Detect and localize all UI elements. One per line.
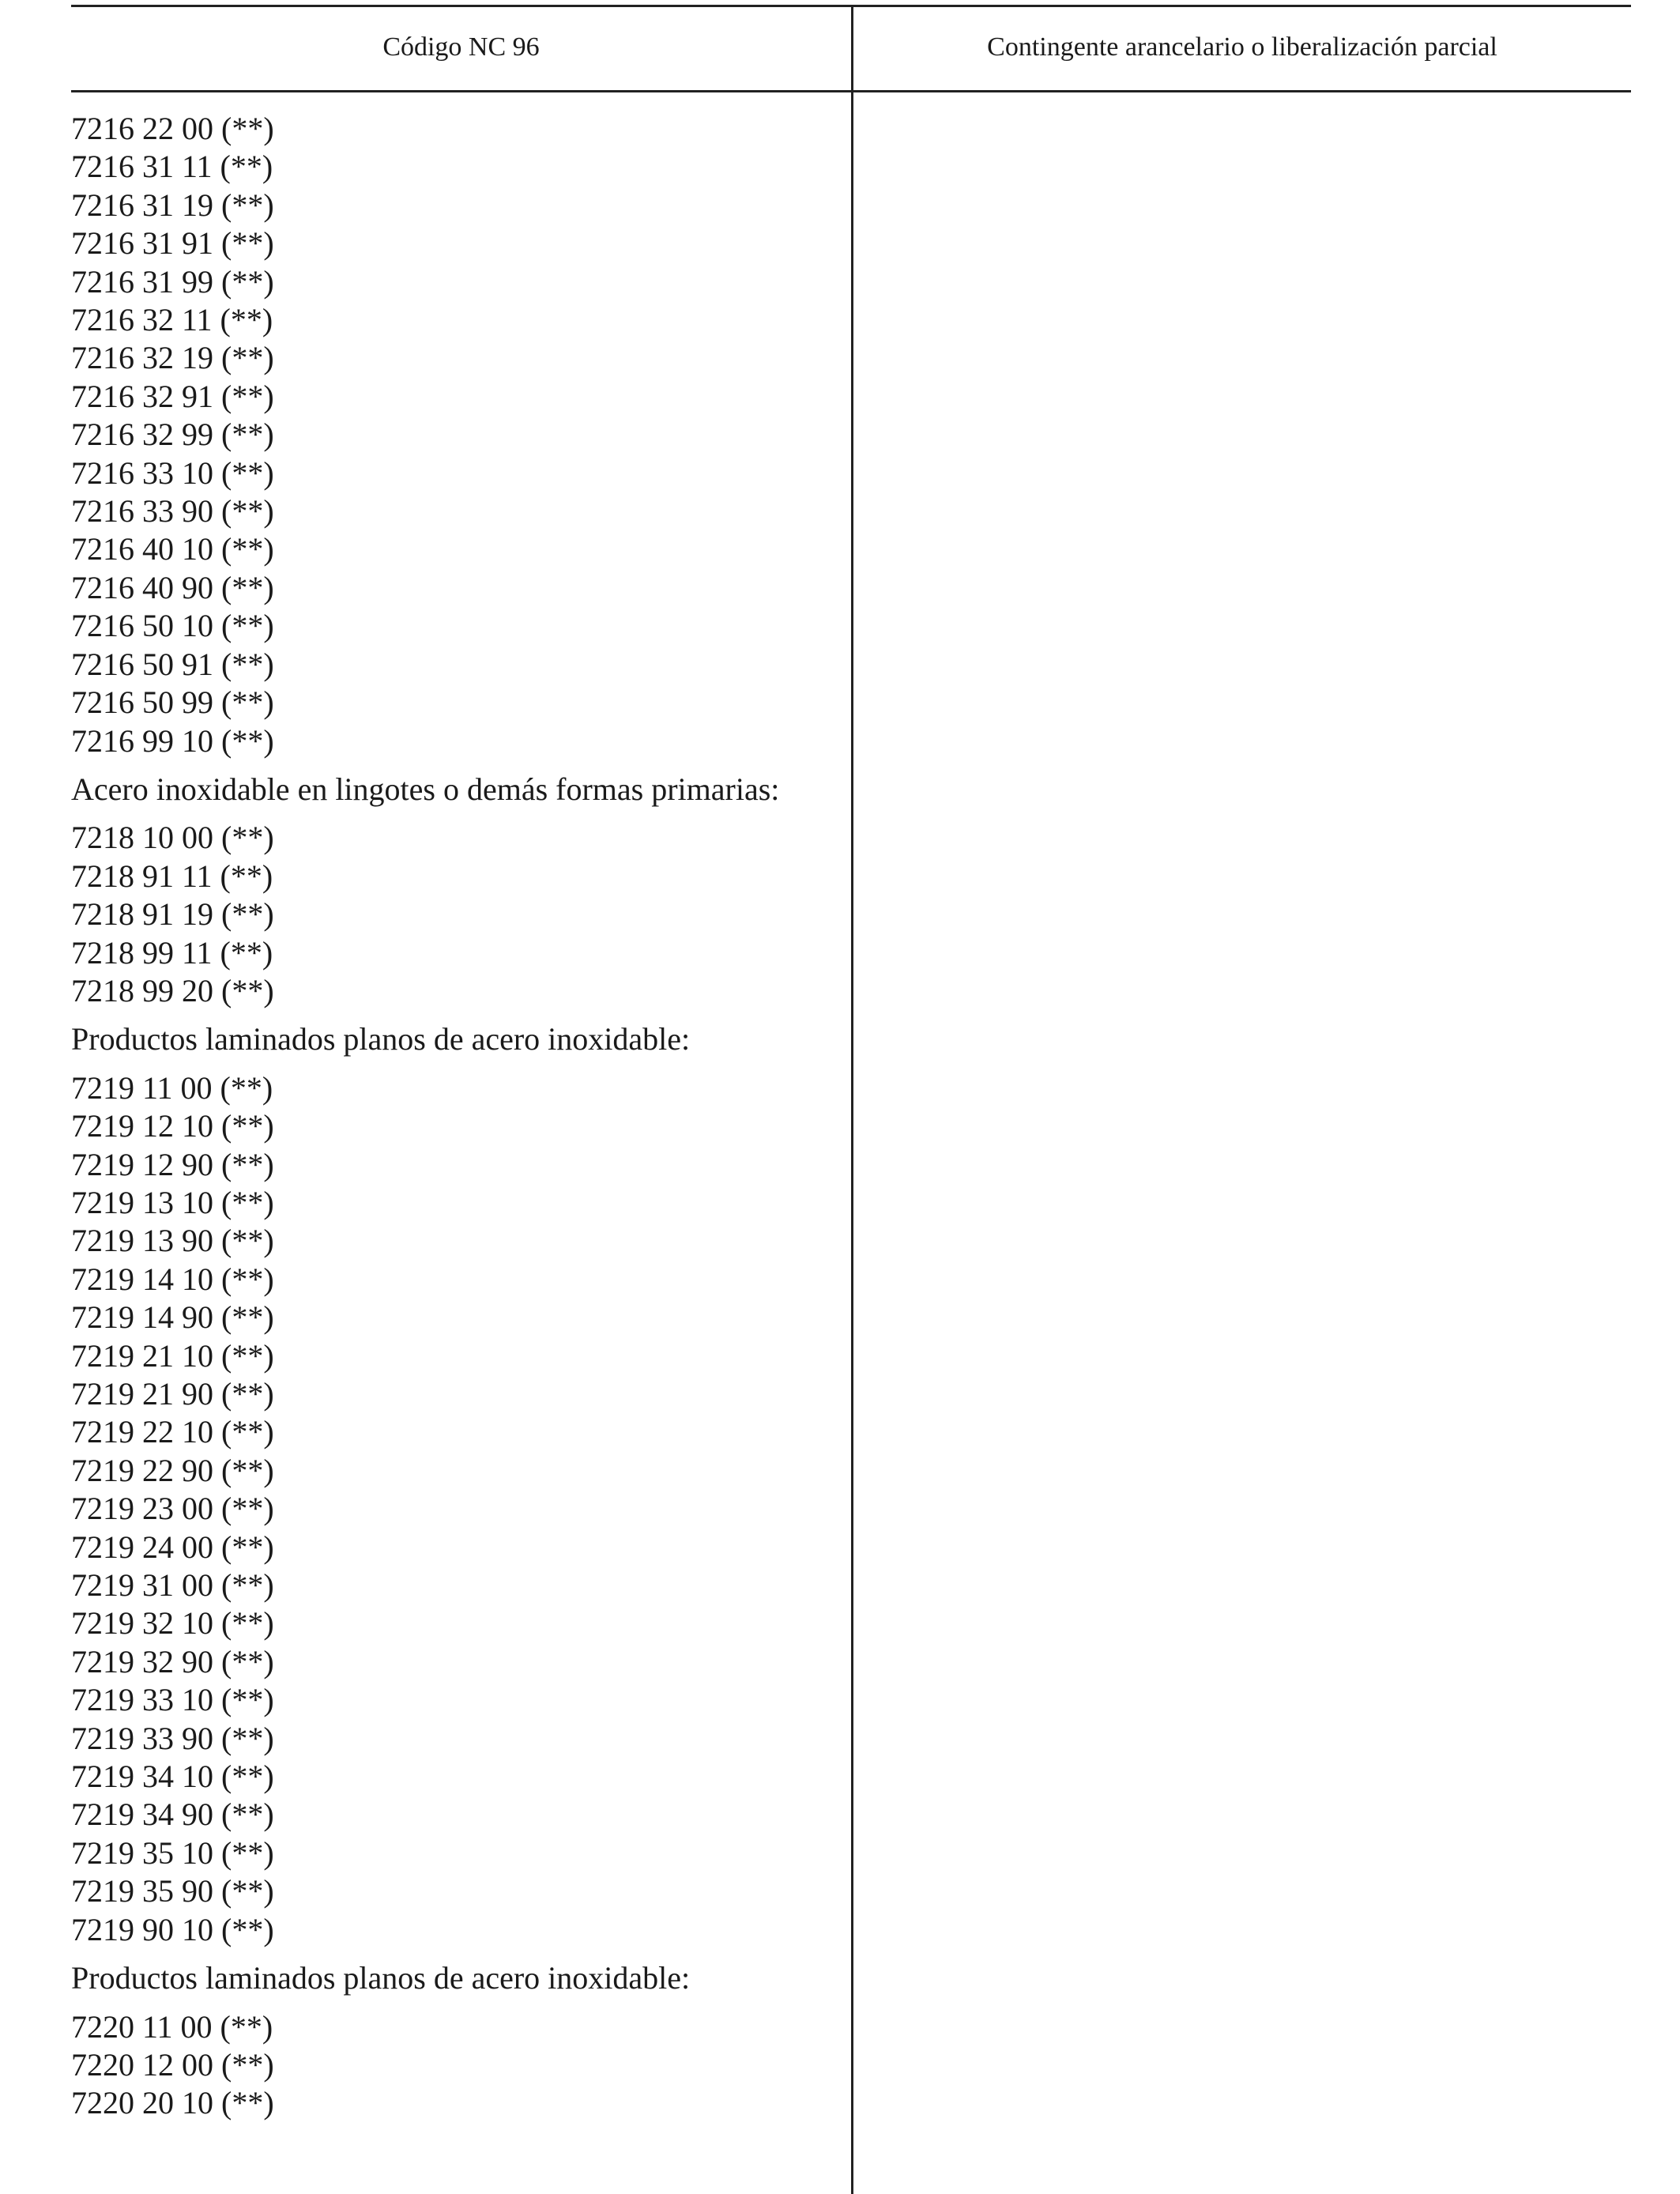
section-heading: Acero inoxidable en lingotes o demás formas primarias: [71,771,780,807]
nc-code-row: 7218 91 19 (**) [71,896,274,933]
nc-code-row: 7219 32 10 (**) [71,1605,274,1642]
nc-code-row: 7219 21 10 (**) [71,1337,274,1374]
nc-code-row: 7219 34 10 (**) [71,1759,274,1795]
nc-code-row: 7216 31 19 (**) [71,187,274,223]
nc-code-row: 7216 50 99 (**) [71,684,274,721]
nc-code-row: 7219 14 10 (**) [71,1261,274,1297]
nc-code-row: 7219 12 10 (**) [71,1108,274,1144]
nc-code-row: 7219 35 10 (**) [71,1834,274,1871]
nc-code-row: 7216 32 99 (**) [71,417,274,453]
section-heading: Productos laminados planos de acero inoxidable: [71,1960,691,1996]
nc-code-row: 7216 31 99 (**) [71,263,274,300]
nc-code-row: 7216 33 10 (**) [71,454,274,491]
nc-code-row: 7219 24 00 (**) [71,1529,274,1565]
nc-code-row: 7219 23 00 (**) [71,1491,274,1527]
nc-code-row: 7216 32 91 (**) [71,378,274,414]
nc-code-row: 7219 11 00 (**) [71,1069,273,1106]
nc-code-row: 7219 33 90 (**) [71,1720,274,1756]
nc-code-row: 7219 13 10 (**) [71,1184,274,1220]
nc-code-row: 7216 31 11 (**) [71,149,273,185]
nc-code-row: 7216 40 90 (**) [71,569,274,605]
section-heading: Productos laminados planos de acero inoxidable: [71,1021,691,1057]
nc-code-row: 7216 40 10 (**) [71,531,274,567]
nc-code-row: 7219 34 90 (**) [71,1796,274,1833]
nc-code-row: 7219 22 10 (**) [71,1414,274,1450]
nc-code-row: 7218 91 11 (**) [71,858,273,894]
nc-code-row: 7219 22 90 (**) [71,1452,274,1488]
nc-code-row: 7220 20 10 (**) [71,2085,274,2121]
nc-code-row: 7218 10 00 (**) [71,820,274,856]
nc-code-row: 7219 13 90 (**) [71,1223,274,1259]
nc-code-row: 7219 32 90 (**) [71,1643,274,1679]
nc-code-row: 7218 99 20 (**) [71,972,274,1008]
nc-code-row: 7220 12 00 (**) [71,2046,274,2083]
nc-code-row: 7219 90 10 (**) [71,1911,274,1947]
nc-code-row: 7219 21 90 (**) [71,1376,274,1412]
nc-code-row: 7216 32 11 (**) [71,302,273,338]
nc-code-row: 7218 99 11 (**) [71,934,273,971]
nc-code-row: 7216 50 91 (**) [71,646,274,682]
code-list [71,110,846,2123]
nc-code-row: 7219 12 90 (**) [71,1146,274,1182]
nc-code-row: 7216 33 90 (**) [71,493,274,530]
nc-code-row: 7216 32 19 (**) [71,340,274,376]
nc-code-row: 7216 31 91 (**) [71,225,274,262]
nc-code-row: 7220 11 00 (**) [71,2008,273,2045]
nc-code-row: 7219 14 90 (**) [71,1299,274,1336]
header-quota-column: Contingente arancelario o liberalización parcial [987,32,1497,62]
nc-code-row: 7219 31 00 (**) [71,1567,274,1604]
column-divider [851,5,853,2194]
nc-code-row: 7216 22 00 (**) [71,111,274,146]
header-code-column: Código NC 96 [382,32,540,62]
nc-code-row: 7216 50 10 (**) [71,608,274,644]
nc-code-row: 7219 33 10 (**) [71,1682,274,1718]
nc-code-row: 7219 35 90 (**) [71,1873,274,1909]
nc-code-row: 7216 99 10 (**) [71,722,274,759]
